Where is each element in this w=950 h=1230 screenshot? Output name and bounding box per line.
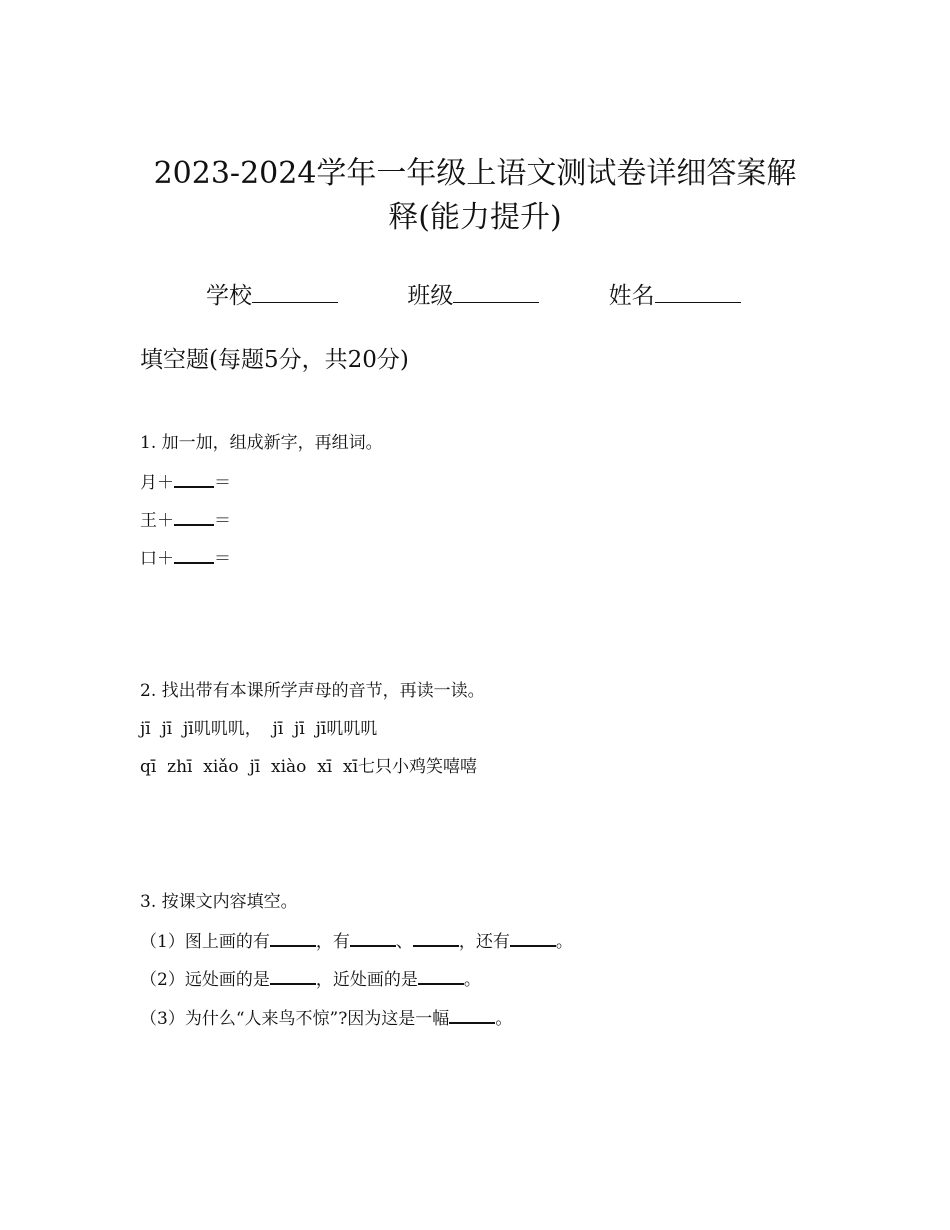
q1-row-2-lhs: 王＋ <box>140 511 174 531</box>
q1-row-3-blank <box>174 545 214 564</box>
q3-prompt: 3. 按课文内容填空。 <box>140 892 298 912</box>
q3-row-1-text-a: （1）图上画的有 <box>140 932 270 952</box>
q1-prompt: 1. 加一加，组成新字，再组词。 <box>140 433 383 453</box>
q1-row-3-lhs: 口＋ <box>140 549 174 569</box>
section-heading: 填空题(每题5分，共20分) <box>140 347 409 373</box>
q3-row-3-blank-1 <box>449 1005 495 1024</box>
class-field <box>407 276 539 313</box>
page-title <box>120 152 830 240</box>
q2-prompt: 2. 找出带有本课所学声母的音节，再读一读。 <box>140 681 485 701</box>
class-blank <box>453 276 539 303</box>
q3-row-1-blank-3 <box>413 928 459 947</box>
q3-row-2-text-c: 。 <box>463 970 481 990</box>
q1-row-3-rhs: ＝ <box>214 549 231 569</box>
q3-row-1 <box>140 928 573 954</box>
q2-line-1: jī jī jī叽叽叽， jī jī jī叽叽叽 <box>140 719 378 739</box>
name-label: 姓名 <box>608 283 655 309</box>
q3-row-1-text-c: 、 <box>395 932 413 952</box>
q3-row-2-text-a: （2）远处画的是 <box>140 970 270 990</box>
q1-row-1-blank <box>174 469 214 488</box>
name-blank <box>655 276 741 303</box>
q3-row-2-text-b: ，近处画的是 <box>315 970 418 990</box>
q3-row-1-blank-1 <box>270 928 316 947</box>
q3-row-3-text-a: （3）为什么“人来鸟不惊”?因为这是一幅 <box>140 1009 450 1029</box>
q3-row-2-blank-2 <box>418 966 464 985</box>
student-info-row <box>206 276 741 313</box>
q1-row-1 <box>140 469 231 495</box>
name-field <box>609 276 741 313</box>
q3-row-3-text-b: 。 <box>495 1009 513 1029</box>
q3-row-1-text-e: 。 <box>555 932 573 952</box>
q3-row-1-text-d: ，还有 <box>458 932 510 952</box>
q1-row-2 <box>140 507 231 533</box>
q1-row-1-lhs: 月＋ <box>140 473 174 493</box>
class-label: 班级 <box>407 283 454 309</box>
q1-row-2-rhs: ＝ <box>214 511 231 531</box>
q3-row-1-blank-2 <box>350 928 396 947</box>
q1-row-2-blank <box>174 507 214 526</box>
q3-row-1-blank-4 <box>510 928 556 947</box>
title-line-2: 释(能力提升) <box>388 200 562 235</box>
title-line-1: 2023-2024学年一年级上语文测试卷详细答案解 <box>153 156 797 191</box>
q2-line-2: qī zhī xiǎo jī xiào xī xī七只小鸡笑嘻嘻 <box>140 757 478 777</box>
school-field <box>206 276 338 313</box>
q3-row-3 <box>140 1005 512 1031</box>
school-blank <box>252 276 338 303</box>
q3-row-2-blank-1 <box>270 966 316 985</box>
q3-row-1-text-b: ，有 <box>315 932 350 952</box>
q1-row-3 <box>140 545 231 571</box>
school-label: 学校 <box>206 283 252 309</box>
q3-row-2 <box>140 966 481 992</box>
q1-row-1-rhs: ＝ <box>214 473 231 493</box>
